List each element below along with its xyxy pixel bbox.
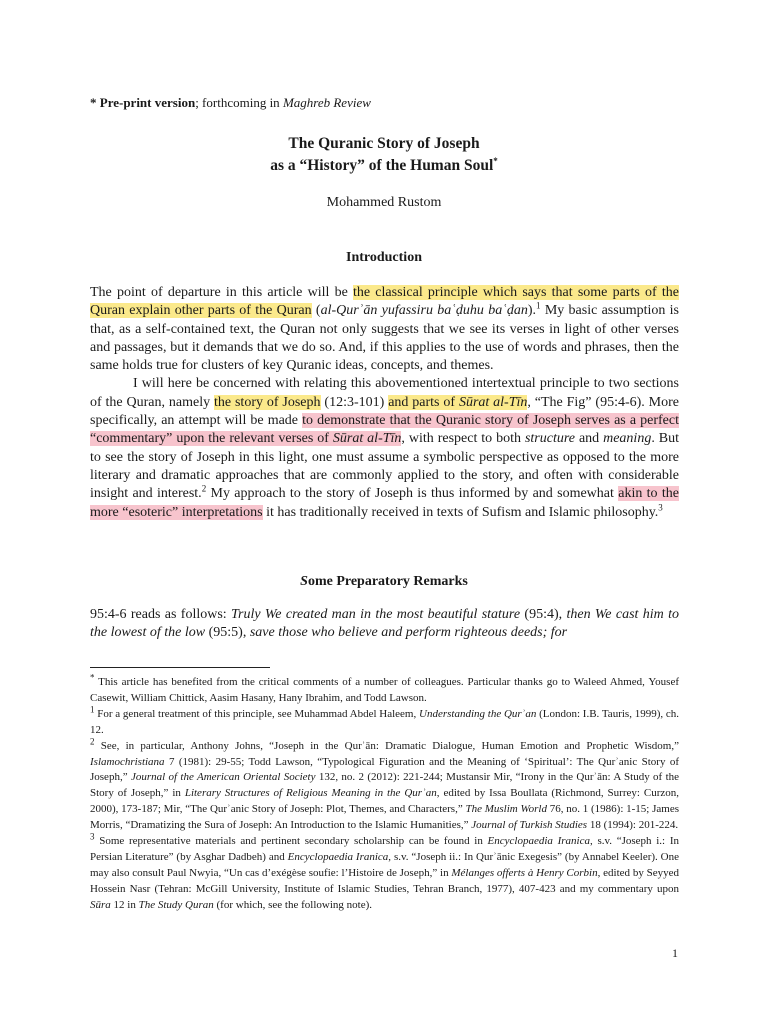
footnote: $^2$ See, in particular, Anthony Johns, “Joseph in the Qurʾān: Dramatic Dialogue, Human Emotion and Prophetic Wisdom,” Islamochristiana 7 (1981): 29-55; Todd Lawson, “Typological Figuration and the Meaning of ‘Spiritual’: The Qurʾanic Story of Joseph,” Journal of the American Oriental Society 132, no. 2 (2012): 221-244; Mustansir Mir, “Irony in the Qurʾān: A Study of the Story of Joseph,” in Literary Structures of Religious Meaning in the Qurʾan, edited by Issa Boullata (Richmond, Surrey: Curzon, 2000), 173-187; Mir, “The Qurʾanic Story of Joseph: Plot, Themes, and Characters,” The Muslim World 76, no. 1 (1986): 1-15; James Morris, “Dramatizing the Sura of Joseph: An Introduction to the Islamic Humanities,” Journal of Turkish Studies 18 (1994): 201-224.	[90, 735, 680, 832]
footnote-ref: 1	[536, 300, 541, 311]
author-name: Mohammed Rustom	[326, 195, 442, 210]
preprint-note	[90, 95, 371, 111]
section-heading-introduction: Introduction	[346, 250, 422, 265]
highlight: the story of Joseph	[214, 394, 321, 410]
footnote: * This article has benefited from the critical comments of a number of colleagues. Particular thanks go to Waleed Ahmed, Yousef Casewit, William Chittick, Aasim Hasany, Hany Ibrahim, and Todd Lawson.	[90, 672, 679, 704]
footnotes	[90, 672, 680, 914]
preprint-rest: ; forthcoming in	[195, 95, 283, 110]
paragraph: 95:4-6 reads as follows: Truly We created man in the most beautiful stature (95:4), then We cast him to the lowest of the low (95:5), save those who believe and perform righteous deeds; for	[90, 607, 679, 641]
title-footnote-mark: *	[493, 155, 498, 166]
footnote-ref: 2	[201, 483, 207, 494]
preprint-label: * Pre-print version	[90, 95, 196, 110]
paper-title	[0, 133, 768, 177]
preprint-journal: Maghreb Review	[282, 95, 371, 110]
highlight: the classical principle which says that some parts of the Quran explain other parts of the Quran	[90, 285, 679, 319]
footnote: $^3$ Some representative materials and pertinent secondary scholarship can be found in Encyclopaedia Iranica, s.v. “Joseph i.: In Persian Literature” (by Asghar Dadbeh) and Encyclopaedia Iranica, s.v. “Joseph ii.: In Qurʾānic Exegesis” (by Annabel Keeler). One may also consult Paul Nwyia, “Un cas d’exégèse soufie: l’Histoire de Joseph,” in Mélanges offerts à Henry Corbin, edited by Seyyed Hossein Nasr (Tehran: McGill University, Institute of Islamic Studies, Tehran Branch, 1977), 407-423 and my commentary upon Sūra 12 in The Study Quran (for which, see the following note).	[90, 831, 680, 911]
preparatory-remarks-body	[90, 606, 679, 643]
highlight: to demonstrate that the Quranic story of Joseph serves as a perfect “commentary” upon the relevant verses of Sūrat al-Tīn	[90, 413, 679, 447]
section-heading-preparatory-remarks: Some Preparatory Remarks	[300, 574, 468, 589]
footnote-divider	[90, 667, 270, 668]
paragraph: I will here be concerned with relating this abovementioned intertextual principle to two sections of the Quran, namely the story of Joseph (12:3-101) and parts of Sūrat al-Tīn, “The Fig” (95:4-6). More specifically, an attempt will be made to demonstrate that the Quranic story of Joseph serves as a perfect “commentary” upon the relevant verses of Sūrat al-Tīn, with respect to both structure and meaning. But to see the story of Joseph in this light, one must assume a symbolic perspective as opposed to the more literary and dramatic approaches that are commonly applied to the story, and often with considerable insight and interest.$^2$ My approach to the story of Joseph is thus informed by and somewhat akin to the more “esoteric” interpretations it has traditionally received in texts of Sufism and Islamic philosophy.$^3$	[90, 376, 679, 520]
title-line-2: as a “History” of the Human Soul*	[270, 155, 498, 174]
footnote-ref: 3	[658, 501, 663, 512]
highlight: akin to the more “esoteric” interpretations	[90, 486, 679, 520]
introduction-body	[90, 284, 679, 522]
highlight: and parts of Sūrat al-Tīn	[388, 394, 528, 410]
title-line-1: The Quranic Story of Joseph	[288, 135, 480, 152]
paragraph: The point of departure in this article will be the classical principle which says that some parts of the Quran explain other parts of the Quran (al-Qurʾān yufassiru baʿḍuhu baʿḍan).$^1$ My basic assumption is that, as a self-contained text, the Quran not only suggests that we see its verses in light of other verses and passages, but it demands that we do so. And, if this applies to the use of words and phrases, then the same holds true for clusters of key Quranic ideas, concepts, and themes.	[90, 285, 679, 374]
footnote: $^1$ For a general treatment of this principle, see Muhammad Abdel Haleem, Understanding the Qurʾan (London: I.B. Tauris, 1999), ch. 12.	[90, 704, 679, 736]
page-number: 1	[672, 946, 678, 960]
